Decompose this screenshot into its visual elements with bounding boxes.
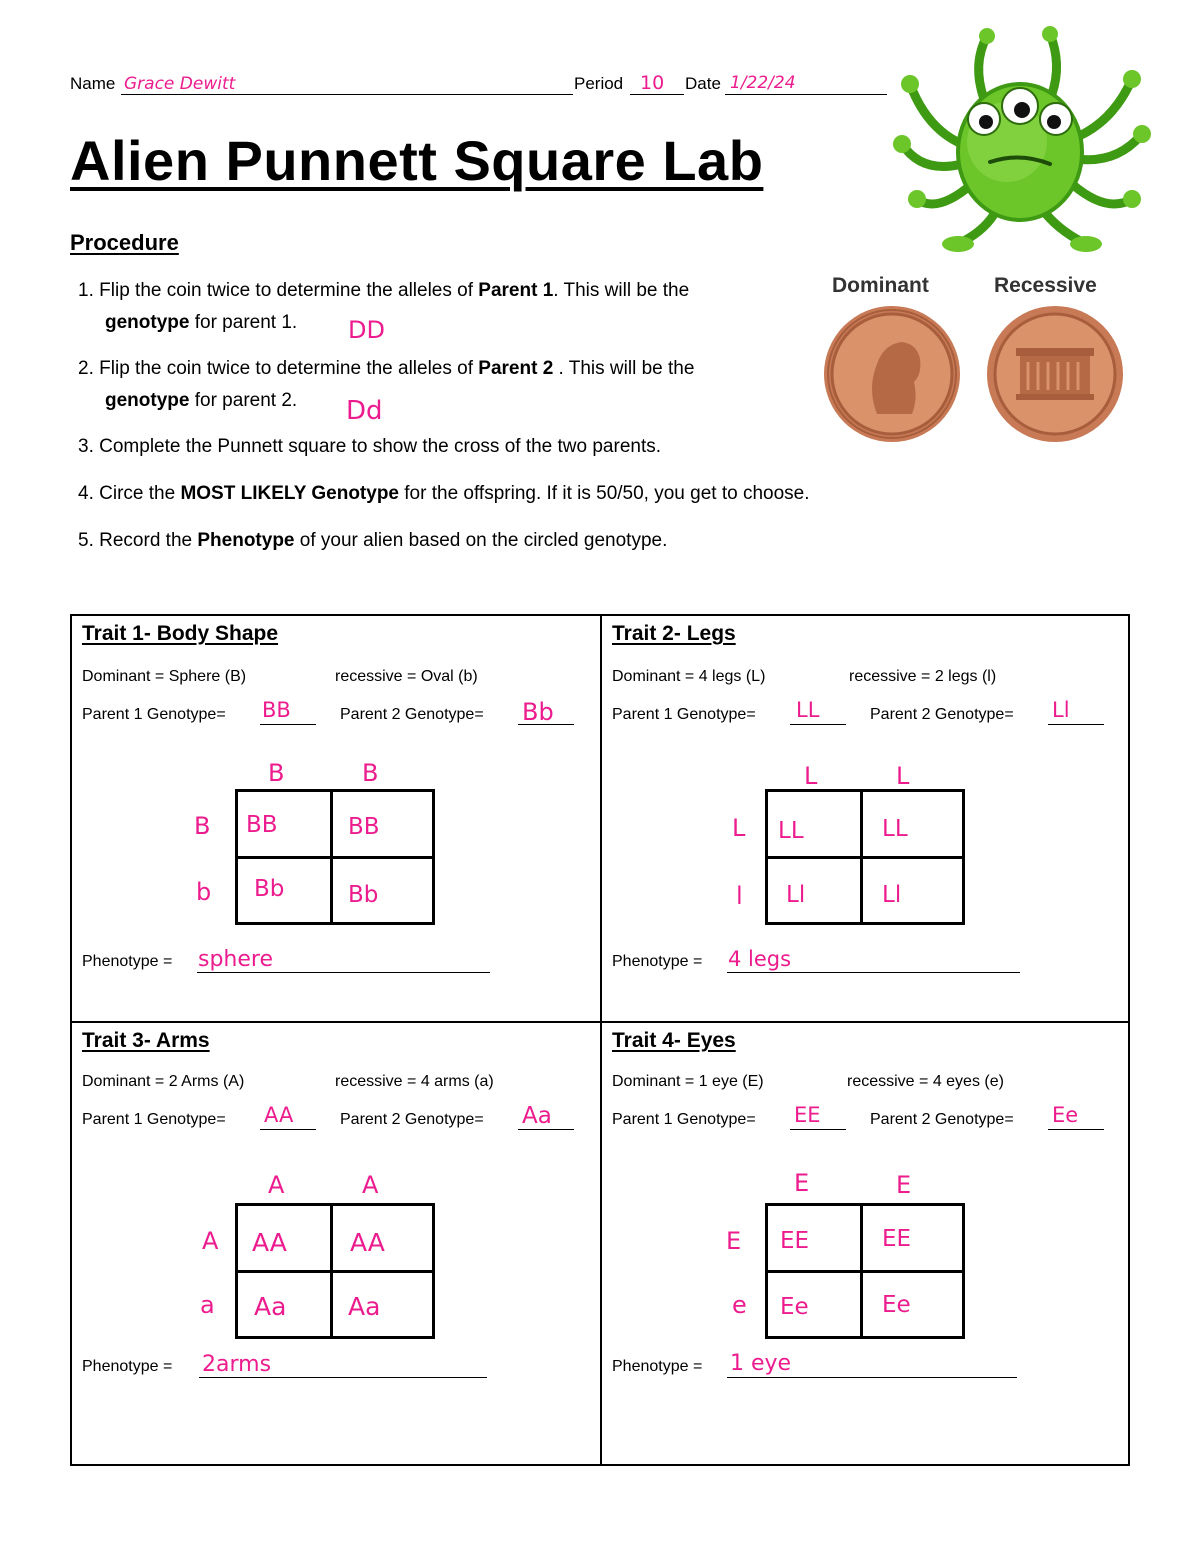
trait-4-cell-2: EE <box>882 1226 912 1252</box>
trait-2-top-allele-2: L <box>896 762 910 790</box>
trait-1-parent2-value: Bb <box>522 698 554 726</box>
trait-1-parent2-label: Parent 2 Genotype= <box>340 706 484 723</box>
trait-4-panel <box>602 1023 1130 1428</box>
trait-4-parent2-value: Ee <box>1052 1103 1079 1127</box>
trait-1-side-allele-2: b <box>196 878 212 906</box>
trait-4-top-allele-1: E <box>794 1169 810 1197</box>
trait-3-title: Trait 3- Arms <box>82 1029 210 1052</box>
procedure-step-2: 2. Flip the coin twice to determine the alleles of Parent 2 . This will be the genotype for parent 2. <box>78 358 695 411</box>
trait-2-title: Trait 2- Legs <box>612 622 736 645</box>
trait-4-parent1-value: EE <box>794 1103 821 1127</box>
trait-1-title: Trait 1- Body Shape <box>82 622 279 645</box>
trait-2-cell-4: Ll <box>882 882 902 908</box>
trait-1-cell-2: BB <box>348 814 380 840</box>
parent2-coin-answer: Dd <box>346 396 383 426</box>
date-underline <box>725 94 887 95</box>
trait-4-side-allele-1: E <box>726 1227 742 1255</box>
trait-2-phenotype-value: 4 legs <box>728 947 792 971</box>
trait-4-side-allele-2: e <box>732 1291 747 1319</box>
name-underline <box>121 94 573 95</box>
trait-3-top-allele-2: A <box>362 1171 379 1199</box>
trait-4-parent2-blank <box>1048 1129 1104 1130</box>
trait-4-recessive: recessive = 4 eyes (e) <box>847 1073 1004 1090</box>
trait-3-parent1-label: Parent 1 Genotype= <box>82 1111 226 1128</box>
date-value: 1/22/24 <box>730 73 796 93</box>
procedure-heading: Procedure <box>70 230 179 255</box>
trait-1-parent1-blank <box>260 724 316 725</box>
penny-tails-image <box>982 304 1128 444</box>
trait-4-title: Trait 4- Eyes <box>612 1029 736 1052</box>
trait-3-parent2-label: Parent 2 Genotype= <box>340 1111 484 1128</box>
trait-4-dominant: Dominant = 1 eye (E) <box>612 1073 764 1090</box>
trait-3-cell-1: AA <box>252 1228 287 1257</box>
trait-1-side-allele-1: B <box>194 812 211 840</box>
procedure-step-3: 3. Complete the Punnett square to show the cross of the two parents. <box>78 436 662 457</box>
trait-3-phenotype-label: Phenotype = <box>82 1358 173 1375</box>
trait-2-parent2-blank <box>1048 724 1104 725</box>
period-underline <box>630 94 684 95</box>
trait-4-cell-1: EE <box>780 1228 810 1254</box>
trait-1-dominant: Dominant = Sphere (B) <box>82 668 247 685</box>
period-label: Period <box>574 74 624 93</box>
trait-4-parent2-label: Parent 2 Genotype= <box>870 1111 1014 1128</box>
recessive-coin-label: Recessive <box>994 274 1097 297</box>
trait-3-top-allele-1: A <box>268 1171 285 1199</box>
trait-3-parent1-blank <box>260 1129 316 1130</box>
trait-1-cell-3: Bb <box>254 876 285 902</box>
trait-4-cell-4: Ee <box>882 1292 911 1318</box>
procedure-step-4: 4. Circe the MOST LIKELY Genotype for the offspring. If it is 50/50, you get to choose. <box>78 483 810 504</box>
trait-4-phenotype-value: 1 eye <box>730 1351 792 1376</box>
trait-3-cell-4: Aa <box>348 1292 381 1321</box>
name-label: Name <box>70 74 116 93</box>
traits-grid <box>70 614 1130 1466</box>
trait-3-cell-2: AA <box>350 1228 385 1257</box>
trait-3-dominant: Dominant = 2 Arms (A) <box>82 1073 245 1090</box>
date-label: Date <box>685 74 721 93</box>
trait-4-punnett-square <box>765 1203 965 1339</box>
trait-3-panel <box>72 1023 600 1428</box>
period-value: 10 <box>640 72 665 94</box>
trait-2-dominant: Dominant = 4 legs (L) <box>612 668 766 685</box>
trait-4-parent1-label: Parent 1 Genotype= <box>612 1111 756 1128</box>
trait-1-punnett-square <box>235 789 435 925</box>
penny-heads-image <box>822 304 962 444</box>
trait-3-parent2-blank <box>518 1129 574 1130</box>
page-title: Alien Punnett Square Lab <box>70 129 764 192</box>
trait-4-cell-3: Ee <box>780 1294 809 1320</box>
trait-2-top-allele-1: L <box>804 762 818 790</box>
trait-4-top-allele-2: E <box>896 1171 912 1199</box>
trait-2-parent1-blank <box>790 724 846 725</box>
trait-1-parent1-value: BB <box>262 698 291 722</box>
trait-4-parent1-blank <box>790 1129 846 1130</box>
trait-1-phenotype-blank <box>197 972 490 973</box>
trait-3-punnett-square <box>235 1203 435 1339</box>
name-value: Grace Dewitt <box>124 74 236 94</box>
trait-2-side-allele-2: l <box>736 882 743 910</box>
trait-1-parent1-label: Parent 1 Genotype= <box>82 706 226 723</box>
parent1-coin-answer: DD <box>348 316 385 344</box>
trait-3-phenotype-blank <box>199 1377 487 1378</box>
trait-3-phenotype-value: 2arms <box>202 1352 272 1377</box>
trait-1-top-allele-2: B <box>362 759 379 787</box>
trait-2-parent1-value: LL <box>796 698 820 722</box>
trait-1-phenotype-value: sphere <box>198 947 274 972</box>
trait-3-parent1-value: AA <box>264 1103 294 1127</box>
procedure-step-5: 5. Record the Phenotype of your alien based on the circled genotype. <box>78 530 668 551</box>
alien-image <box>892 24 1154 256</box>
trait-2-panel <box>602 616 1130 1021</box>
trait-1-recessive: recessive = Oval (b) <box>335 668 478 685</box>
trait-2-parent1-label: Parent 1 Genotype= <box>612 706 756 723</box>
trait-2-phenotype-blank <box>727 972 1020 973</box>
trait-3-side-allele-1: A <box>202 1227 219 1255</box>
trait-4-phenotype-label: Phenotype = <box>612 1358 703 1375</box>
trait-2-cell-3: Ll <box>786 882 806 908</box>
trait-3-cell-3: Aa <box>254 1292 287 1321</box>
trait-3-side-allele-2: a <box>200 1291 215 1319</box>
trait-2-parent2-value: Ll <box>1052 698 1070 722</box>
trait-1-phenotype-label: Phenotype = <box>82 953 173 970</box>
trait-3-recessive: recessive = 4 arms (a) <box>335 1073 494 1090</box>
trait-1-panel <box>72 616 600 1021</box>
trait-2-side-allele-1: L <box>732 814 746 842</box>
trait-1-top-allele-1: B <box>268 759 285 787</box>
trait-2-punnett-square <box>765 789 965 925</box>
trait-2-cell-2: LL <box>882 816 908 842</box>
trait-4-phenotype-blank <box>727 1377 1017 1378</box>
trait-1-cell-1: BB <box>246 812 278 838</box>
trait-2-recessive: recessive = 2 legs (l) <box>849 668 997 685</box>
trait-2-phenotype-label: Phenotype = <box>612 953 703 970</box>
dominant-coin-label: Dominant <box>832 274 929 297</box>
procedure-step-1: 1. Flip the coin twice to determine the alleles of Parent 1. This will be the genotype for parent 1. <box>78 280 690 333</box>
trait-2-parent2-label: Parent 2 Genotype= <box>870 706 1014 723</box>
trait-2-cell-1: LL <box>778 818 804 844</box>
trait-1-cell-4: Bb <box>348 882 379 908</box>
trait-3-parent2-value: Aa <box>522 1103 552 1129</box>
